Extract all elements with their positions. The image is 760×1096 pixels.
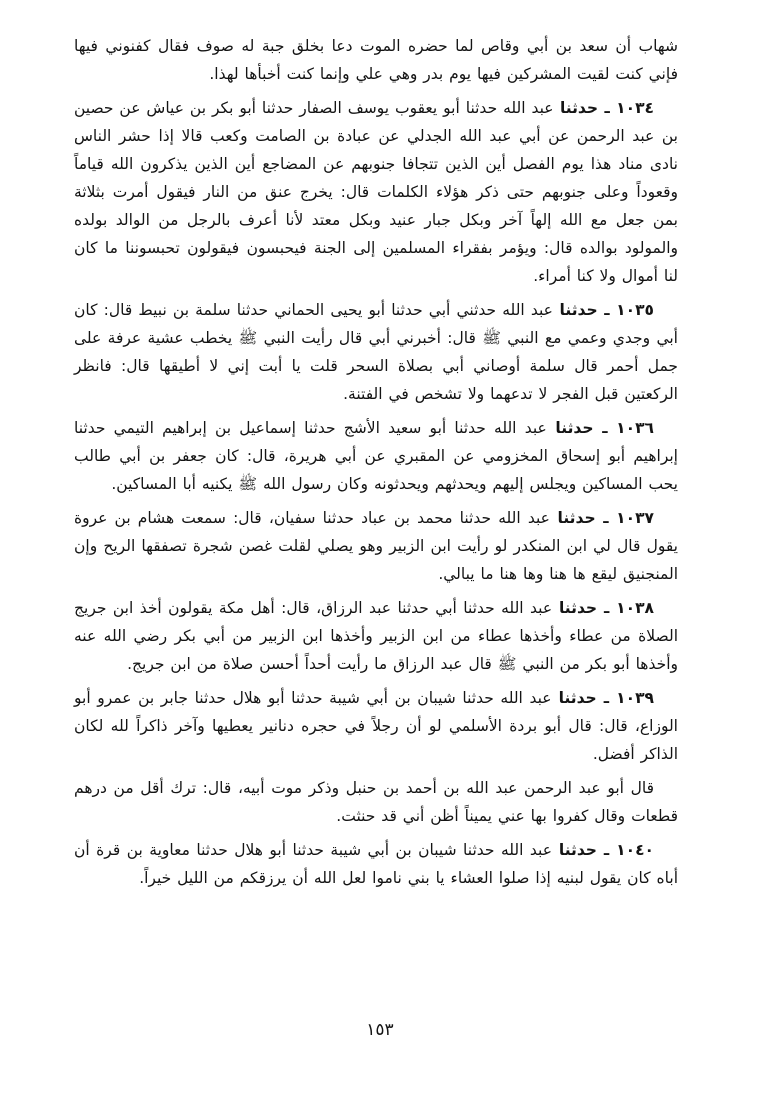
hadith-1035: ١٠٣٥ ـ حدثنا عبد الله حدثني أبي حدثنا أبو يحيى الحماني حدثنا سلمة بن نبيط قال: كان أبي وجدي وعمي مع النبي ﷺ قال: أخبرني أبي قال رأيت النبي ﷺ يخطب عشية عرفة على جمل أحمر قال سلمة أوصاني أبي بصلاة السحر قلت يا أبت إني لا أطيقها قال: فانظر الركعتين قبل الفجر لا تدعهما ولا تشخص في الفتنة.: [74, 301, 678, 403]
page-footer: [0, 1020, 760, 1040]
hadith-1038: ١٠٣٨ ـ حدثنا عبد الله حدثنا أبي حدثنا عبد الرزاق، قال: أهل مكة يقولون أخذ ابن جريج الصلاة من عطاء وأخذها عطاء من ابن الزبير وأخذها ابن الزبير من أبي بكر رضي الله عنه وأخذها أبو بكر من النبي ﷺ قال عبد الرزاق ما رأيت أحداً أحسن صلاة من ابن جريج.: [74, 599, 678, 673]
hadith-1040: ١٠٤٠ ـ حدثنا عبد الله حدثنا شيبان بن أبي شيبة حدثنا أبو هلال حدثنا معاوية بن قرة أن أباه كان يقول لبنيه إذا صلوا العشاء يا بني ناموا لعل الله أن يرزقكم من الليل خيراً.: [74, 841, 678, 887]
hadith-1036: ١٠٣٦ ـ حدثنا عبد الله حدثنا أبو سعيد الأشج حدثنا إسماعيل بن إبراهيم التيمي حدثنا إبراهيم أبو إسحاق المخزومي عن المقبري عن أبي هريرة، قال: كان جعفر بن أبي طالب يحب المساكين ويجلس إليهم ويحدثهم ويحدثونه وكان رسول الله ﷺ يكنيه أبا المساكين.: [74, 419, 678, 493]
hadith-number-prefix: ١٠٣٥ ـ حدثنا: [552, 301, 655, 319]
hadith-number-prefix: ١٠٣٦ ـ حدثنا: [546, 419, 655, 437]
hadith-number-prefix: ١٠٣٤ ـ حدثنا: [553, 99, 655, 117]
page-number: ١٥٣: [366, 1020, 394, 1040]
hadith-1037: ١٠٣٧ ـ حدثنا عبد الله حدثنا محمد بن عباد حدثنا سفيان، قال: سمعت هشام بن عروة يقول قال لي ابن المنكدر لو رأيت ابن الزبير وهو يصلي لقلت غصن شجرة تصفقها الريح وإن المنجنيق ليقع ها هنا وها هنا ما يبالي.: [74, 509, 678, 583]
hadith-1034: ١٠٣٤ ـ حدثنا عبد الله حدثنا أبو يعقوب يوسف الصفار حدثنا أبو بكر بن عياش عن حصين بن عبد الرحمن عن أبي عبد الله الجدلي عن عبادة بن الصامت وكعب قالا إذا حشر الناس نادى مناد هذا يوم الفصل أين الذين تتجافا جنوبهم عن المضاجع أين الذين يذكرون الله قياماً وقعوداً وعلى جنوبهم حتى ذكر هؤلاء الكلمات قال: يخرج عنق من النار فيقول أمرت بثلاثة بمن جعل مع الله إلهاً آخر وبكل جبار عنيد وبكل معتد لأنا أعرف بالرجل من الوالد بولده والمولود بوالده قال: ويؤمر بفقراء المسلمين إلى الجنة فيحبسون فيقولون تحبسوننا ما كان لنا أموال ولا كنا أمراء.: [74, 99, 678, 285]
hadith-number-prefix: ١٠٣٧ ـ حدثنا: [549, 509, 654, 527]
hadith-number-prefix: ١٠٣٩ ـ حدثنا: [551, 689, 655, 707]
hadith-number-prefix: ١٠٤٠ ـ حدثنا: [551, 841, 654, 859]
hadith-text-block: [74, 32, 678, 892]
abdurrahman-note-paragraph: قال أبو عبد الرحمن عبد الله بن أحمد بن حنبل وذكر موت أبيه، قال: ترك أقل من درهم قطعات وقال كفروا بها عني يميناً أظن أني قد حنثت.: [74, 779, 678, 825]
hadith-1039: ١٠٣٩ ـ حدثنا عبد الله حدثنا شيبان بن أبي شيبة حدثنا أبو هلال حدثنا جابر بن عمرو أبو الوزاع، قال: قال أبو بردة الأسلمي لو أن رجلاً في حجره دنانير يعطيها وآخر ذاكراً لله لكان الذاكر أفضل.: [74, 689, 678, 763]
hadith-number-prefix: ١٠٣٨ ـ حدثنا: [552, 599, 654, 617]
continuation-paragraph: شهاب أن سعد بن أبي وقاص لما حضره الموت دعا بخلق جبة له صوف فقال كفنوني فيها فإني كنت لقيت المشركين فيها يوم بدر وهي علي وإنما كنت أخبأها لهذا.: [74, 37, 678, 83]
